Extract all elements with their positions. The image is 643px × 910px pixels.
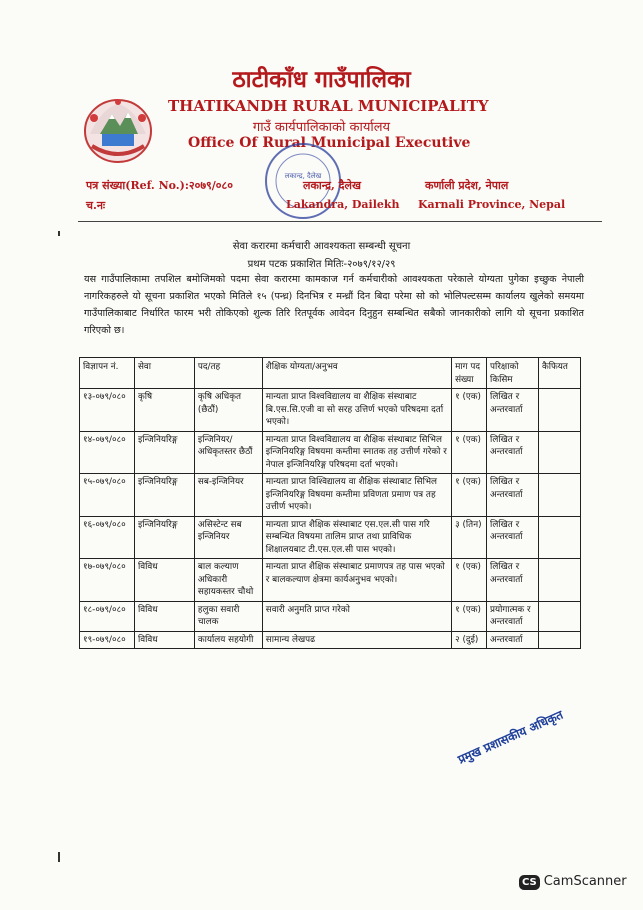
cell-qualification: मान्यता प्राप्त शैक्षिक संस्थाबाट प्रमाणपत्र तह पास भएको र बालकल्याण क्षेत्रमा कार्यअनुभव भएको। bbox=[262, 559, 451, 602]
cell-post-count: १ (एक) bbox=[452, 559, 487, 602]
cell-post-count: २ (दुई) bbox=[452, 631, 487, 649]
location-english: Lakandra, Dailekh bbox=[286, 198, 400, 211]
office-title-nepali: गाउँ कार्यपालिकाको कार्यालय bbox=[252, 120, 391, 135]
header-post: पद/तह bbox=[194, 358, 262, 389]
cell-service: इन्जिनियरिङ्ग bbox=[134, 516, 194, 559]
svg-text:लकान्द्र, दैलेख: लकान्द्र, दैलेख bbox=[284, 172, 322, 180]
cell-exam-type: लिखित र अन्तरवार्ता bbox=[487, 431, 539, 474]
cell-ad-number: १५-०७९/०८० bbox=[80, 474, 135, 517]
cell-service: इन्जिनियरिङ्ग bbox=[134, 431, 194, 474]
notice-body: यस गाउँपालिकामा तपशिल बमोजिमको पदमा सेवा करारमा कामकाज गर्न कर्मचारीको आवश्यकता परेकाले योग्यता पुगेका इच्छुक नेपाली नागरिकहरुले यो सूचना प्रकाशित भएको मितिले १५ (पन्ध्र) दिनभित्र र मन्ध्रौं दिन बिदा परेमा सो को भोलिपल्टसम्म कार्यालय खुलेको समयमा गाउँपालिकाबाट निर्धारित फारम भरी तोकिएको शुल्क तिरि रितपूर्वक आवेदन दिनुहुन सम्बन्धित सबैको जानकारीको लागि यो सूचना प्रकाशित गरिएको छ। bbox=[84, 274, 584, 336]
cell-ad-number: १६-०७९/०८० bbox=[80, 516, 135, 559]
cell-post-count: ३ (तिन) bbox=[452, 516, 487, 559]
cell-qualification: मान्यता प्राप्त शैक्षिक संस्थाबाट एस.एल.सी पास गरि सम्बन्धित विषयमा तालिम प्राप्त तथा प्राविधिक शिक्षालयबाट टी.एस.एल.सी पास भएको। bbox=[262, 516, 451, 559]
scan-edge-mark bbox=[58, 231, 60, 236]
scan-edge-mark-bottom bbox=[58, 852, 60, 862]
dispatch-number: च.नः bbox=[86, 199, 106, 212]
cell-qualification: सवारी अनुमति प्राप्त गरेको bbox=[262, 601, 451, 631]
cell-remarks bbox=[538, 474, 580, 517]
municipality-title-english: THATIKANDH RURAL MUNICIPALITY bbox=[168, 97, 489, 115]
header-exam-type: परिक्षाको किसिम bbox=[487, 358, 539, 389]
table-row bbox=[80, 474, 581, 517]
cell-exam-type: लिखित र अन्तरवार्ता bbox=[487, 516, 539, 559]
cell-ad-number: १९-०७९/०८० bbox=[80, 631, 135, 649]
table-header-row bbox=[80, 358, 581, 389]
table-row bbox=[80, 559, 581, 602]
camscanner-label: CamScanner bbox=[543, 874, 627, 889]
table-row bbox=[80, 631, 581, 649]
office-title-english: Office Of Rural Municipal Executive bbox=[188, 135, 471, 151]
cell-qualification: सामान्य लेखपढ bbox=[262, 631, 451, 649]
province-nepali: कर्णाली प्रदेश, नेपाल bbox=[425, 179, 509, 192]
cell-post: हलुका सवारी चालक bbox=[194, 601, 262, 631]
cell-qualification: मान्यता प्राप्त विश्वविद्यालय वा शैक्षिक संस्थाबाट सिभिल इन्जिनियरिङ्ग विषयमा कम्तीमा स्नातक तह उत्तीर्ण गरेको र नेपाल इन्जिनियरिङ्ग परिषदमा दर्ता भएको। bbox=[262, 431, 451, 474]
cell-service: विविध bbox=[134, 631, 194, 649]
header-service: सेवा bbox=[134, 358, 194, 389]
cell-service: विविध bbox=[134, 601, 194, 631]
cell-qualification: मान्यता प्राप्त विश्विद्यालय वा शैक्षिक संस्थाबाट सिभिल इन्जिनियरिङ्ग विषयमा कम्तीमा प्रविणता प्रमाण पत्र तह उत्तीर्ण भएको। bbox=[262, 474, 451, 517]
cell-ad-number: १३-०७९/०८० bbox=[80, 389, 135, 432]
cell-ad-number: १८-०७९/०८० bbox=[80, 601, 135, 631]
location-nepali: लकान्द्र, दैलेख bbox=[303, 179, 361, 192]
cell-exam-type: लिखित र अन्तरवार्ता bbox=[487, 559, 539, 602]
header-remarks: कैफियत bbox=[538, 358, 580, 389]
cell-ad-number: १७-०७९/०८० bbox=[80, 559, 135, 602]
cell-qualification: मान्यता प्राप्त विश्वविद्यालय वा शैक्षिक संस्थाबाट बि.एस.सि.एजी वा सो सरह उत्तिर्ण भएको परिषदमा दर्ता भएको। bbox=[262, 389, 451, 432]
cell-service: कृषि bbox=[134, 389, 194, 432]
header-qualification: शैक्षिक योग्यता/अनुभव bbox=[262, 358, 451, 389]
cell-service: इन्जिनियरिङ्ग bbox=[134, 474, 194, 517]
cell-post-count: १ (एक) bbox=[452, 431, 487, 474]
cell-exam-type: लिखित र अन्तरवार्ता bbox=[487, 474, 539, 517]
camscanner-watermark bbox=[519, 874, 627, 890]
cell-exam-type: लिखित र अन्तरवार्ता bbox=[487, 389, 539, 432]
municipality-title-nepali: ठाटीकाँध गाउँपालिका bbox=[232, 67, 411, 93]
cell-post: कार्यालय सहयोगी bbox=[194, 631, 262, 649]
table-row bbox=[80, 601, 581, 631]
cell-remarks bbox=[538, 559, 580, 602]
cell-post: सब-इन्जिनियर bbox=[194, 474, 262, 517]
reference-number: पत्र संख्या(Ref. No.):२०७९/०८० bbox=[86, 179, 233, 192]
cell-post-count: १ (एक) bbox=[452, 601, 487, 631]
cell-exam-type: अन्तरवार्ता bbox=[487, 631, 539, 649]
cell-post-count: १ (एक) bbox=[452, 389, 487, 432]
table-row bbox=[80, 389, 581, 432]
table-row bbox=[80, 516, 581, 559]
header-post-count: माग पद संख्या bbox=[452, 358, 487, 389]
cell-remarks bbox=[538, 601, 580, 631]
cell-post: बाल कल्याण अधिकारी सहायकस्तर चौथो bbox=[194, 559, 262, 602]
cell-post: कृषि अधिकृत (छैठौं) bbox=[194, 389, 262, 432]
officer-signature-stamp: प्रमुख प्रशासकीय अधिकृत bbox=[455, 707, 566, 767]
cell-post-count: १ (एक) bbox=[452, 474, 487, 517]
header-ad-number: विज्ञापन नं. bbox=[80, 358, 135, 389]
camscanner-icon: CS bbox=[519, 875, 540, 890]
cell-remarks bbox=[538, 631, 580, 649]
cell-remarks bbox=[538, 431, 580, 474]
vacancy-table bbox=[79, 357, 581, 649]
publication-date: प्रथम पटक प्रकाशित मितिः-२०७९/१२/२९ bbox=[247, 259, 396, 270]
cell-post: असिस्टेन्ट सब इन्जिनियर bbox=[194, 516, 262, 559]
table-row bbox=[80, 431, 581, 474]
cell-ad-number: १४-०७९/०८० bbox=[80, 431, 135, 474]
cell-remarks bbox=[538, 389, 580, 432]
notice-title: सेवा करारमा कर्मचारी आवश्यकता सम्बन्धी सूचना bbox=[232, 241, 411, 252]
letterhead-divider bbox=[78, 221, 602, 222]
cell-exam-type: प्रयोगात्मक र अन्तरवार्ता bbox=[487, 601, 539, 631]
cell-remarks bbox=[538, 516, 580, 559]
cell-post: इन्जिनियर/अधिकृतस्तर छैठौं bbox=[194, 431, 262, 474]
province-english: Karnali Province, Nepal bbox=[418, 198, 566, 211]
cell-service: विविध bbox=[134, 559, 194, 602]
